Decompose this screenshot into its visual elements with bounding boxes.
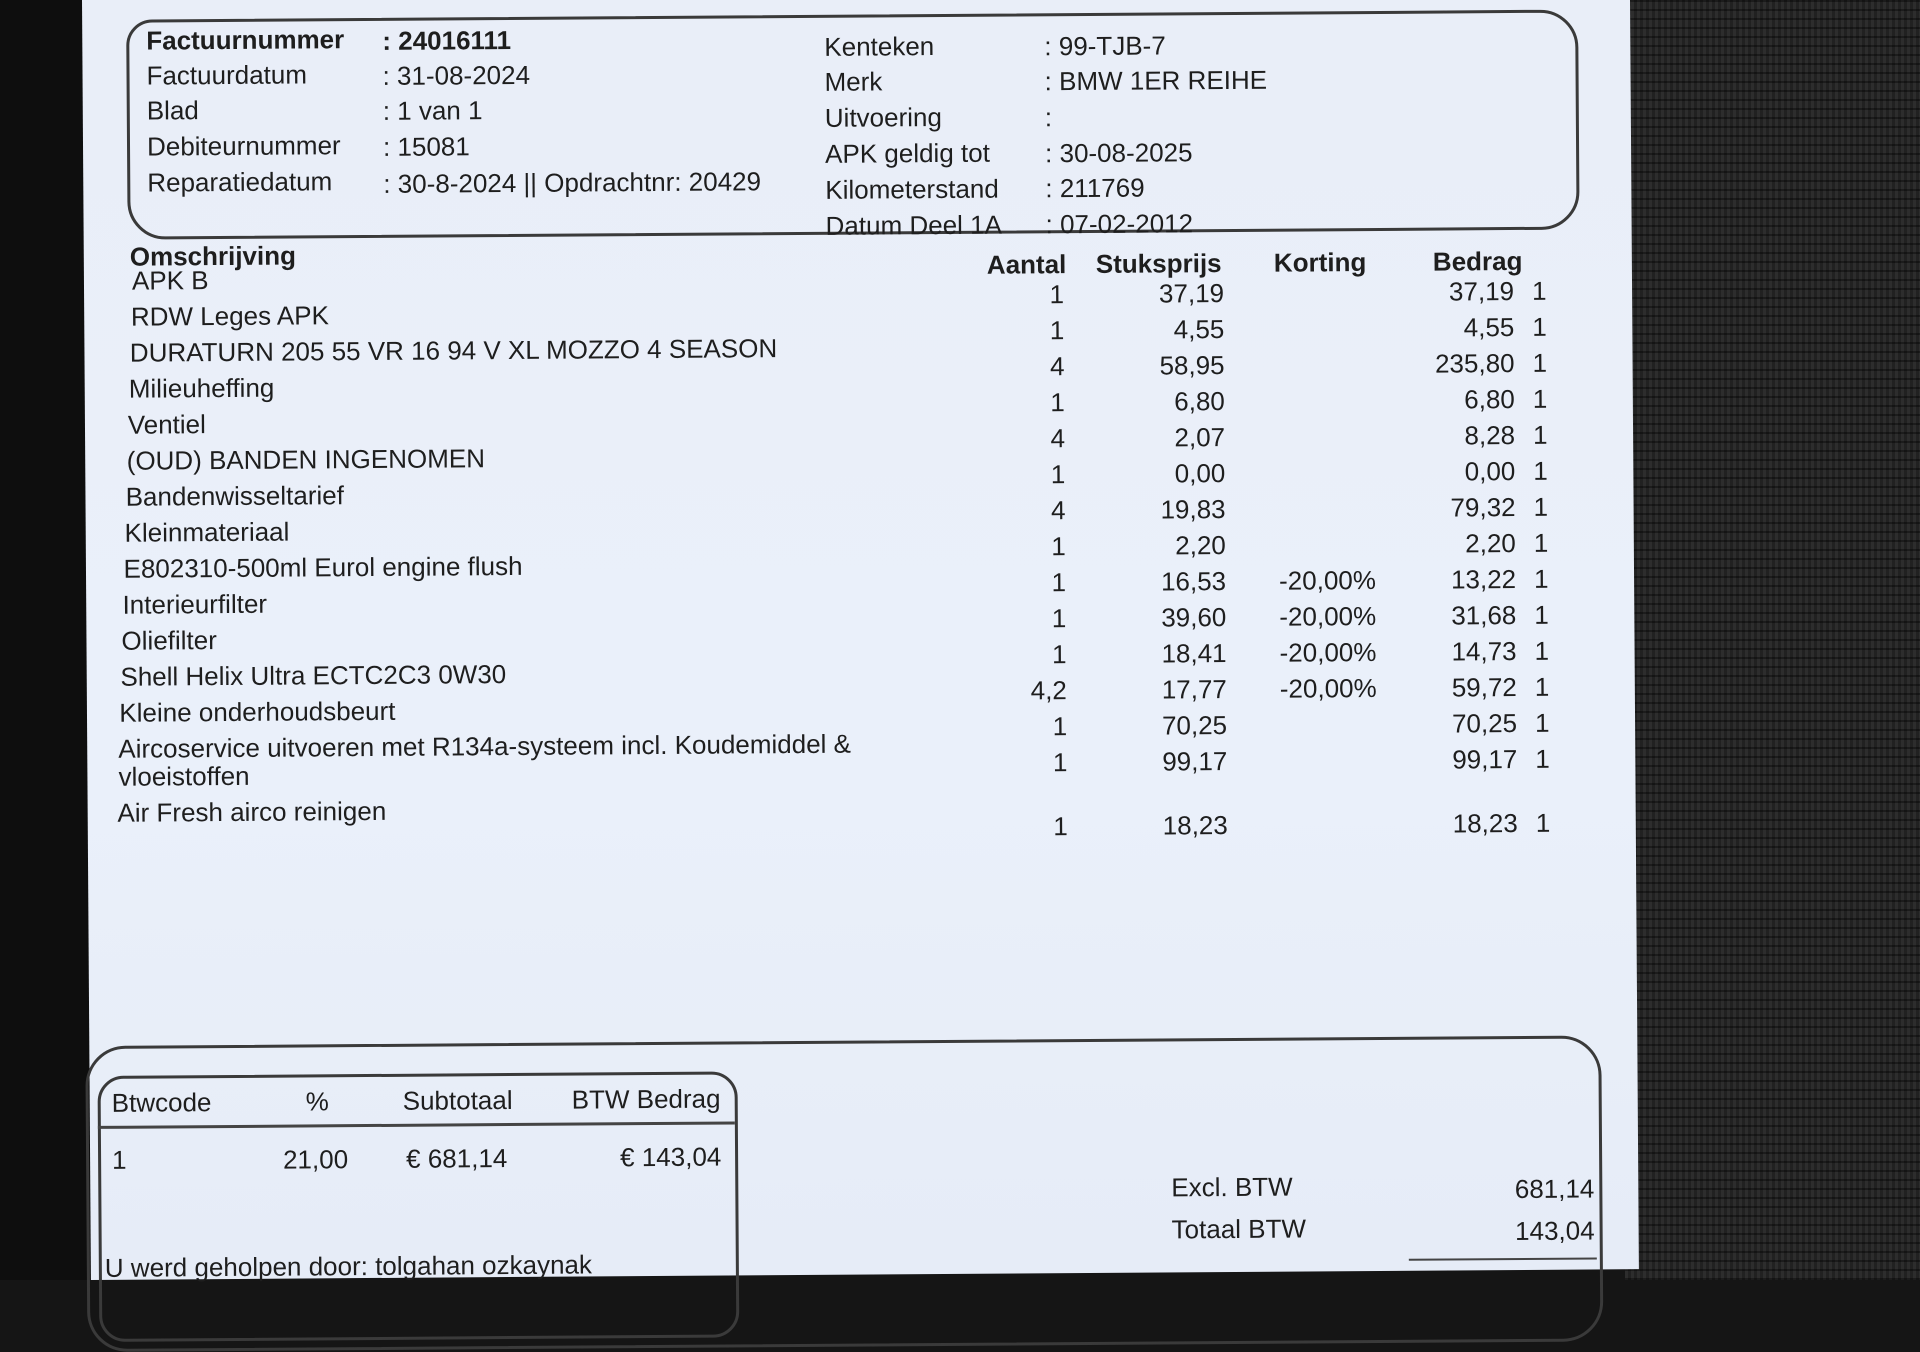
line-item-unit-price: 16,53 <box>1160 566 1227 597</box>
value-debiteurnummer: : 15081 <box>382 131 470 162</box>
invoice-paper <box>82 0 1639 1283</box>
label-factuurdatum: Factuurdatum <box>146 59 308 91</box>
line-item-vat-code: 1 <box>1532 419 1548 450</box>
label-apk-geldig-tot: APK geldig tot <box>824 137 990 169</box>
line-item-description: Bandenwisseltarief <box>125 480 344 512</box>
line-item-amount: 70,25 <box>1451 707 1518 739</box>
line-item-discount: -20,00% <box>1279 636 1377 668</box>
line-item-vat-code: 1 <box>1531 275 1547 306</box>
line-item-unit-price: 0,00 <box>1174 458 1226 489</box>
line-item-unit-price: 19,83 <box>1160 494 1226 525</box>
line-item-vat-code: 1 <box>1533 563 1549 594</box>
label-reparatiedatum: Reparatiedatum <box>147 166 333 198</box>
line-item-vat-code: 1 <box>1534 707 1550 738</box>
vat-row-vat: € 143,04 <box>619 1141 722 1173</box>
value-datum-deel-1a: : 07-02-2012 <box>1045 208 1194 240</box>
line-item-description: E802310-500ml Eurol engine flush <box>123 550 523 584</box>
line-item-vat-code: 1 <box>1533 455 1548 486</box>
label-kenteken: Kenteken <box>824 31 935 62</box>
line-item-unit-price: 17,77 <box>1161 674 1227 705</box>
vat-header-subtotal: Subtotaal <box>402 1085 513 1116</box>
value-blad: : 1 van 1 <box>382 95 483 126</box>
line-item-description: Ventiel <box>127 409 206 440</box>
line-item-amount: 6,80 <box>1464 384 1515 415</box>
line-item-amount: 31,68 <box>1451 600 1517 631</box>
line-item-quantity: 1 <box>1052 747 1068 778</box>
line-item-amount: 2,20 <box>1465 528 1516 559</box>
value-kilometerstand: : 211769 <box>1045 172 1145 204</box>
line-item-vat-code: 1 <box>1532 347 1548 378</box>
value-excl-btw: 681,14 <box>1514 1173 1595 1205</box>
line-item-unit-price: 18,41 <box>1161 638 1227 669</box>
label-factuurnummer: Factuurnummer <box>146 24 345 56</box>
line-item-description: Kleinmateriaal <box>124 516 290 548</box>
value-uitvoering: : <box>1044 102 1053 133</box>
line-item-description: Oliefilter <box>121 625 217 656</box>
line-item-unit-price: 37,19 <box>1158 278 1225 309</box>
col-aantal: Aantal <box>986 249 1067 280</box>
line-item-vat-code: 1 <box>1534 635 1550 666</box>
col-stuksprijs: Stuksprijs <box>1095 248 1222 279</box>
line-item-quantity: 4 <box>1050 351 1065 382</box>
line-item-discount: -20,00% <box>1278 564 1377 596</box>
line-item-vat-code: 1 <box>1532 383 1548 414</box>
vat-header-code: Btwcode <box>111 1087 212 1118</box>
line-item-description: (OUD) BANDEN INGENOMEN <box>126 443 486 476</box>
line-item-quantity: 1 <box>1052 711 1068 742</box>
col-korting: Korting <box>1273 247 1367 278</box>
line-item-amount: 13,22 <box>1450 564 1517 595</box>
line-item-quantity: 1 <box>1051 603 1067 634</box>
line-item-description: Interieurfilter <box>122 588 268 620</box>
vat-row-pct: 21,00 <box>282 1144 349 1175</box>
vat-header-vat: BTW Bedrag <box>571 1083 721 1115</box>
line-item-vat-code: 1 <box>1532 311 1547 342</box>
value-factuurdatum: : 31-08-2024 <box>382 59 531 91</box>
line-item-description: Milieuheffing <box>128 372 275 404</box>
line-item-unit-price: 39,60 <box>1161 602 1227 633</box>
vat-header-pct: % <box>305 1086 329 1117</box>
label-blad: Blad <box>146 95 199 126</box>
line-item-vat-code: 1 <box>1535 743 1550 774</box>
value-merk: : BMW 1ER REIHE <box>1044 64 1268 97</box>
value-factuurnummer: : 24016111 <box>382 25 512 56</box>
col-bedrag: Bedrag <box>1432 245 1523 277</box>
line-item-description: RDW Leges APK <box>130 300 329 332</box>
line-item-unit-price: 4,55 <box>1173 314 1225 345</box>
col-omschrijving: Omschrijving <box>129 240 297 272</box>
label-excl-btw: Excl. BTW <box>1171 1171 1293 1203</box>
line-item-quantity: 4 <box>1050 423 1066 454</box>
line-item-unit-price: 18,23 <box>1162 810 1228 841</box>
background-left <box>0 0 90 1280</box>
line-item-unit-price: 58,95 <box>1159 350 1225 381</box>
line-item-quantity: 4 <box>1051 495 1066 526</box>
line-item-unit-price: 2,07 <box>1174 422 1226 453</box>
line-item-description: APK B <box>131 265 209 296</box>
label-kilometerstand: Kilometerstand <box>825 173 999 205</box>
vat-row-code: 1 <box>111 1144 127 1175</box>
value-kenteken: : 99-TJB-7 <box>1044 30 1166 62</box>
line-item-quantity: 1 <box>1051 567 1067 598</box>
line-item-amount: 0,00 <box>1464 456 1516 487</box>
line-item-vat-code: 1 <box>1535 807 1551 838</box>
line-item-discount: -20,00% <box>1279 672 1377 704</box>
line-item-amount: 235,80 <box>1434 348 1515 379</box>
line-item-description: Kleine onderhoudsbeurt <box>119 695 396 728</box>
line-item-quantity: 1 <box>1049 279 1065 310</box>
value-totaal-btw: 143,04 <box>1514 1215 1595 1247</box>
line-item-quantity: 1 <box>1049 315 1065 346</box>
line-item-vat-code: 1 <box>1534 671 1550 702</box>
line-item-unit-price: 6,80 <box>1174 386 1225 417</box>
vat-row-subtotal: € 681,14 <box>405 1143 508 1174</box>
line-item-description: Aircoservice uitvoeren met R134a-systeem incl. Koudemiddel & <box>118 728 852 764</box>
line-item-amount: 79,32 <box>1450 492 1516 523</box>
line-item-vat-code: 1 <box>1533 527 1549 558</box>
line-item-vat-code: 1 <box>1534 599 1549 630</box>
line-item-unit-price: 2,20 <box>1175 530 1226 561</box>
background-fabric <box>1625 0 1920 1280</box>
line-item-amount: 14,73 <box>1451 636 1517 667</box>
line-item-amount: 4,55 <box>1463 312 1515 343</box>
line-item-amount: 99,17 <box>1452 743 1518 775</box>
label-merk: Merk <box>824 66 883 97</box>
line-item-quantity: 1 <box>1052 639 1067 670</box>
line-item-unit-price: 99,17 <box>1162 746 1228 777</box>
line-item-unit-price: 70,25 <box>1161 710 1228 741</box>
line-item-amount: 8,28 <box>1464 420 1516 451</box>
label-totaal-btw: Totaal BTW <box>1171 1213 1307 1245</box>
line-item-amount: 18,23 <box>1452 807 1518 839</box>
value-apk-geldig-tot: : 30-08-2025 <box>1044 137 1193 169</box>
label-debiteurnummer: Debiteurnummer <box>146 130 341 162</box>
line-item-quantity: 1 <box>1050 459 1066 490</box>
value-reparatiedatum: : 30-8-2024 || Opdrachtnr: 20429 <box>383 166 762 199</box>
label-uitvoering: Uitvoering <box>824 102 943 133</box>
line-item-quantity: 1 <box>1053 811 1068 842</box>
line-item-description: Air Fresh airco reinigen <box>117 795 387 828</box>
label-datum-deel-1a: Datum Deel 1A <box>825 209 1003 241</box>
line-item-description-cont: vloeistoffen <box>118 760 250 792</box>
line-item-description: DURATURN 205 55 VR 16 94 V XL MOZZO 4 SEASON <box>129 333 778 368</box>
line-item-quantity: 1 <box>1051 531 1066 562</box>
line-item-quantity: 4,2 <box>1030 675 1067 706</box>
line-item-description: Shell Helix Ultra ECTC2C3 0W30 <box>120 659 507 692</box>
line-item-amount: 37,19 <box>1448 276 1515 307</box>
line-item-vat-code: 1 <box>1533 491 1549 522</box>
line-item-quantity: 1 <box>1050 387 1065 418</box>
line-item-discount: -20,00% <box>1279 600 1377 632</box>
line-item-amount: 59,72 <box>1451 672 1517 703</box>
helped-by: U werd geholpen door: tolgahan ozkaynak <box>104 1249 593 1283</box>
